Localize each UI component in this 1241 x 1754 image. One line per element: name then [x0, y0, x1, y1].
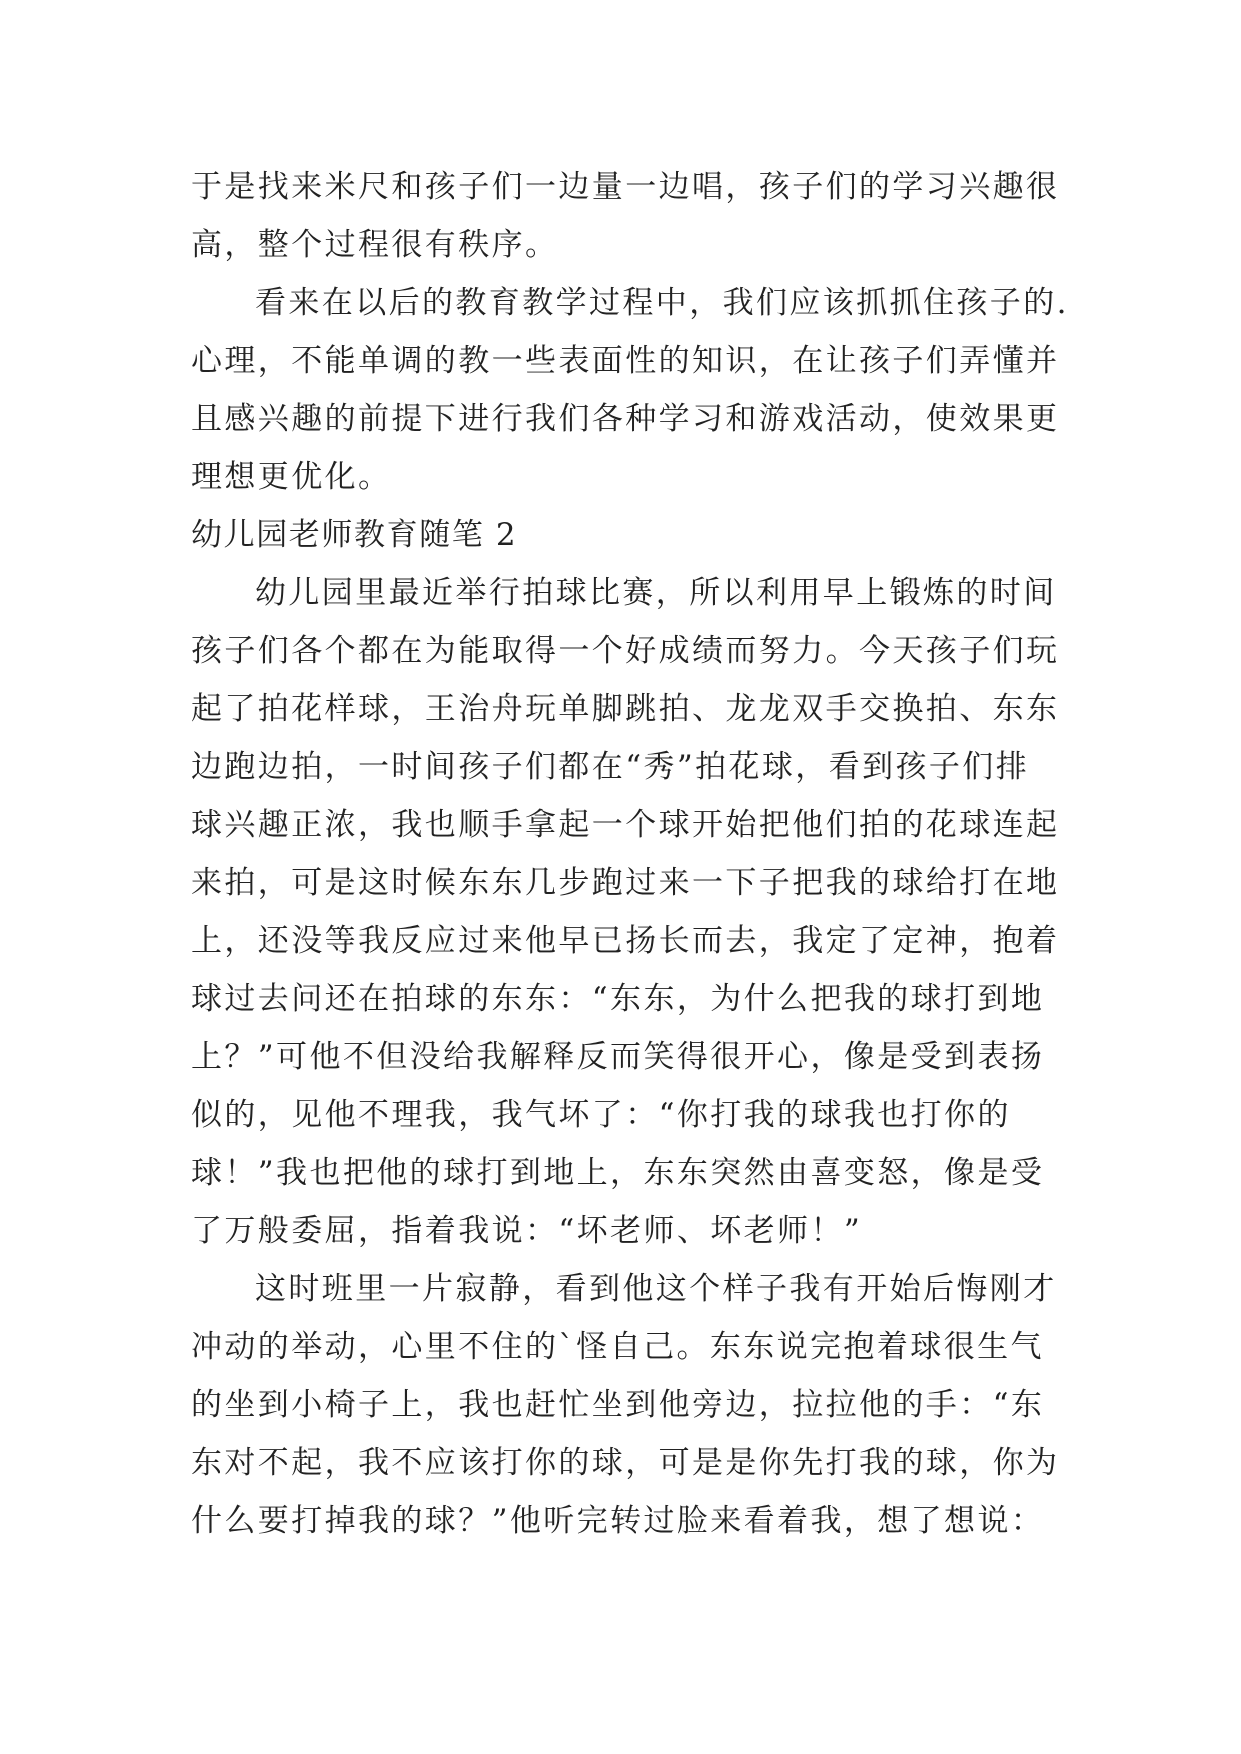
text-line: 了万般委屈，指着我说：“坏老师、坏老师！” [191, 1213, 863, 1249]
text-line: 高，整个过程很有秩序。 [191, 227, 559, 263]
text-line: 心理，不能单调的教一些表面性的知识，在让孩子们弄懂并 [191, 343, 1060, 379]
text-line: 东对不起，我不应该打你的球，可是是你先打我的球，你为 [191, 1445, 1060, 1481]
text-line: 似的，见他不理我，我气坏了：“你打我的球我也打你的 [191, 1097, 1011, 1133]
text-line: 于是找来米尺和孩子们一边量一边唱，孩子们的学习兴趣很 [191, 169, 1060, 205]
document-body [191, 158, 1071, 1550]
text-line: 且感兴趣的前提下进行我们各种学习和游戏活动，使效果更 [191, 401, 1060, 437]
text-line: 上，还没等我反应过来他早已扬长而去，我定了定神，抱着 [191, 923, 1060, 959]
text-line: 孩子们各个都在为能取得一个好成绩而努力。今天孩子们玩 [191, 633, 1060, 669]
text-line: 起了拍花样球，王治舟玩单脚跳拍、龙龙双手交换拍、东东 [191, 691, 1060, 727]
text-line: 球过去问还在拍球的东东：“东东，为什么把我的球打到地 [191, 981, 1045, 1017]
text-line: 幼儿园里最近举行拍球比赛，所以利用早上锻炼的时间 [255, 575, 1057, 611]
text-line: 理想更优化。 [191, 459, 392, 495]
text-line: 边跑边拍，一时间孩子们都在“秀”拍花球，看到孩子们排 [191, 749, 1030, 785]
text-line: 球！”我也把他的球打到地上，东东突然由喜变怒，像是受 [191, 1155, 1045, 1191]
section-heading: 幼儿园老师教育随笔 2 [191, 517, 518, 553]
text-line: 来拍，可是这时候东东几步跑过来一下子把我的球给打在地 [191, 865, 1060, 901]
text-line: 上？”可他不但没给我解释反而笑得很开心，像是受到表扬 [191, 1039, 1045, 1075]
text-line: 看来在以后的教育教学过程中，我们应该抓抓住孩子的. [255, 285, 1069, 321]
text-line: 冲动的举动，心里不住的`怪自己。东东说完抱着球很生气 [191, 1329, 1044, 1365]
text-line: 这时班里一片寂静，看到他这个样子我有开始后悔刚才 [255, 1271, 1057, 1307]
text-line: 什么要打掉我的球？”他听完转过脸来看着我，想了想说： [191, 1503, 1045, 1539]
text-line: 球兴趣正浓，我也顺手拿起一个球开始把他们拍的花球连起 [191, 807, 1060, 843]
text-line: 的坐到小椅子上，我也赶忙坐到他旁边，拉拉他的手：“东 [191, 1387, 1045, 1423]
